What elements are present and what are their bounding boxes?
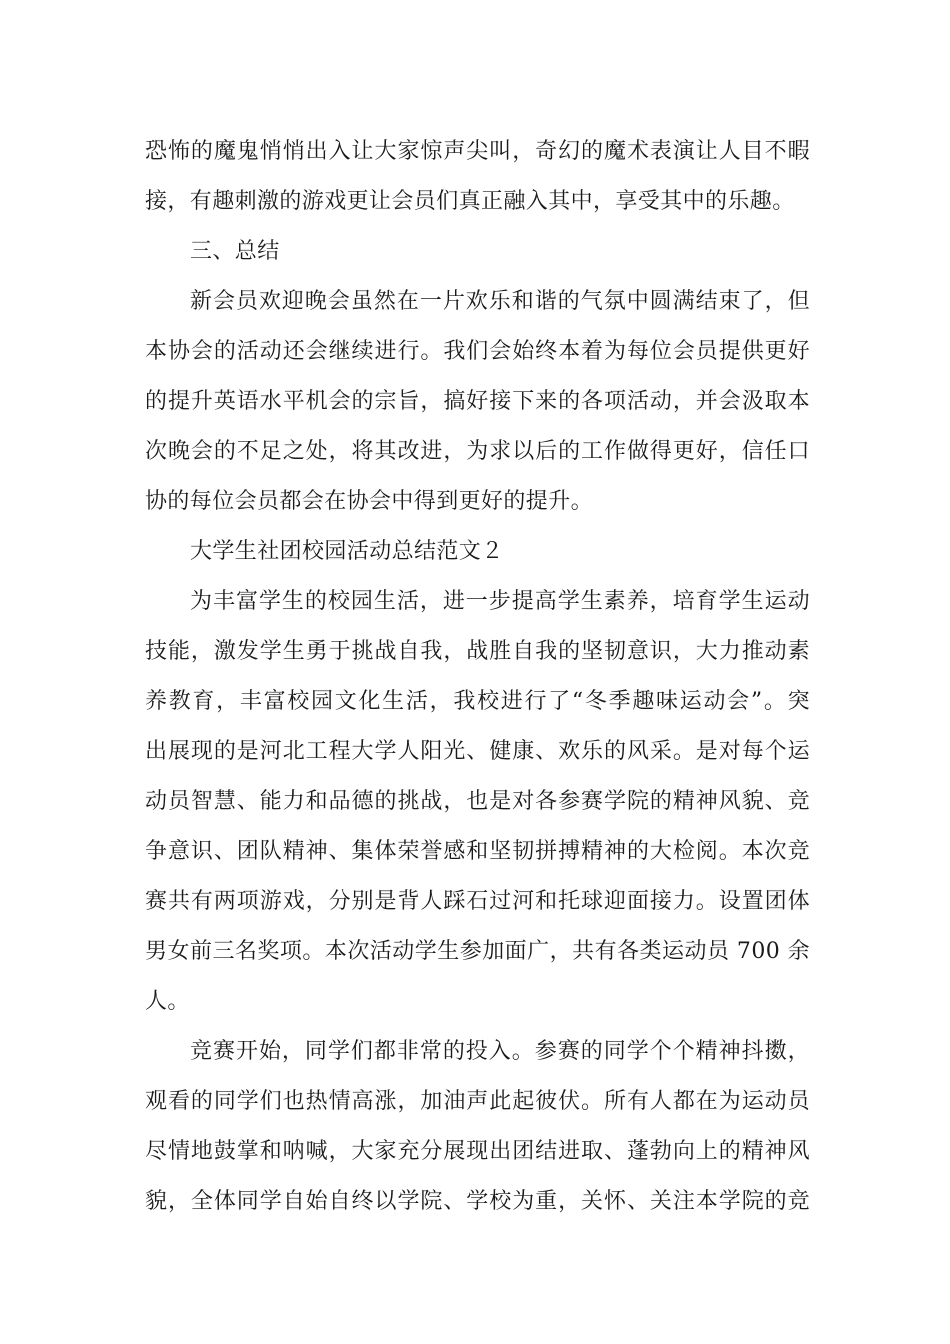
text-line: 新会员欢迎晚会虽然在一片欢乐和谐的气氛中圆满结束了，但 (190, 289, 810, 314)
text-line: 竞赛开始，同学们都非常的投入。参赛的同学个个精神抖擞， (190, 1039, 810, 1064)
text-line: 为丰富学生的校园生活，进一步提高学生素养，培育学生运动 (190, 589, 810, 614)
section-heading: 大学生社团校园活动总结范文２ (190, 539, 504, 564)
text-line: 尽情地鼓掌和呐喊，大家充分展现出团结进取、蓬勃向上的精神风 (145, 1139, 810, 1164)
text-line: 动员智慧、能力和品德的挑战，也是对各参赛学院的精神风貌、竞 (145, 789, 810, 814)
text-line: 人。 (145, 989, 190, 1014)
text-line: 本协会的活动还会继续进行。我们会始终本着为每位会员提供更好 (145, 339, 810, 364)
text-line: 技能，激发学生勇于挑战自我，战胜自我的坚韧意识，大力推动素 (145, 639, 810, 664)
text-line: 男女前三名奖项。本次活动学生参加面广，共有各类运动员 700 余 (145, 939, 810, 964)
text-line: 协的每位会员都会在协会中得到更好的提升。 (145, 489, 594, 514)
text-line: 观看的同学们也热情高涨，加油声此起彼伏。所有人都在为运动员 (145, 1089, 810, 1114)
text-line: 养教育，丰富校园文化生活，我校进行了“冬季趣味运动会”。突 (145, 689, 810, 714)
text-line: 争意识、团队精神、集体荣誉感和坚韧拼搏精神的大检阅。本次竞 (145, 839, 810, 864)
text-line: 次晚会的不足之处，将其改进，为求以后的工作做得更好，信任口 (145, 439, 810, 464)
text-line: 赛共有两项游戏，分别是背人踩石过河和托球迎面接力。设置团体 (145, 889, 810, 914)
text-line: 接，有趣刺激的游戏更让会员们真正融入其中，享受其中的乐趣。 (145, 189, 795, 214)
text-line: 貌，全体同学自始自终以学院、学校为重，关怀、关注本学院的竞 (145, 1189, 810, 1214)
section-heading: 三、总结 (190, 239, 280, 264)
text-line: 恐怖的魔鬼悄悄出入让大家惊声尖叫，奇幻的魔术表演让人目不暇 (145, 139, 810, 164)
text-line: 出展现的是河北工程大学人阳光、健康、欢乐的风采。是对每个运 (145, 739, 810, 764)
text-line: 的提升英语水平机会的宗旨，搞好接下来的各项活动，并会汲取本 (145, 389, 810, 414)
